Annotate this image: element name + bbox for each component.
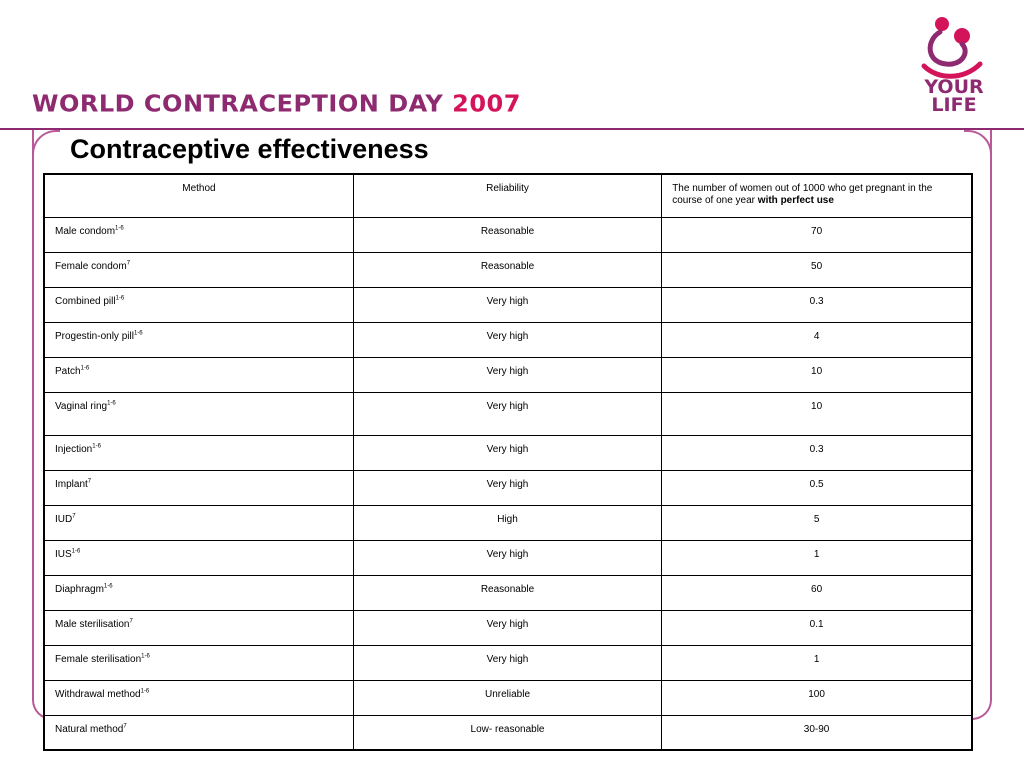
method-name: Implant (55, 478, 88, 490)
pregnancies-cell: 30-90 (662, 715, 972, 750)
table-row (44, 435, 972, 470)
pregnancies-cell: 60 (662, 575, 972, 610)
reliability-cell: Very high (353, 610, 661, 645)
effectiveness-table (43, 173, 973, 751)
table-header-row (44, 174, 972, 217)
reliability-cell: Reasonable (353, 252, 661, 287)
table-row (44, 645, 972, 680)
reliability-cell: Very high (353, 392, 661, 435)
method-cell (44, 645, 353, 680)
method-name: Patch (55, 365, 81, 377)
reference-number: 7 (87, 478, 92, 485)
reference-number: 1-6 (140, 688, 150, 695)
method-cell (44, 680, 353, 715)
pregnancies-cell: 100 (662, 680, 972, 715)
method-name: Natural method (55, 723, 124, 735)
table-row (44, 610, 972, 645)
reference-number: 1-6 (80, 365, 90, 372)
table-row (44, 322, 972, 357)
table-row (44, 540, 972, 575)
table-row (44, 505, 972, 540)
method-name: IUS (55, 548, 72, 560)
method-cell (44, 252, 353, 287)
method-name: Diaphragm (55, 583, 104, 595)
header-pregnancies (662, 174, 972, 217)
method-cell (44, 392, 353, 435)
pregnancies-cell: 1 (662, 645, 972, 680)
reliability-cell: Reasonable (353, 217, 661, 252)
reference-number: 1-6 (141, 653, 150, 660)
header-pregnancies-emphasis: with perfect use (757, 195, 834, 206)
table-row (44, 287, 972, 322)
method-name: Vaginal ring (55, 400, 108, 412)
logo-line-2: LIFE (931, 94, 977, 116)
table-row (44, 217, 972, 252)
method-cell (44, 575, 353, 610)
method-cell (44, 505, 353, 540)
method-name: IUD (55, 513, 73, 525)
method-cell (44, 287, 353, 322)
reliability-cell: High (353, 505, 661, 540)
reference-number: 1-6 (133, 330, 143, 337)
banner-year: 2007 (452, 90, 521, 118)
banner-text: WORLD CONTRACEPTION DAY (32, 90, 453, 118)
header-pregnancies-text: The number of women out of 1000 who get pregnant in the course of one year (672, 183, 933, 206)
method-cell (44, 610, 353, 645)
pregnancies-cell: 0.3 (662, 287, 972, 322)
reliability-cell: Unreliable (353, 680, 661, 715)
reference-number: 1-6 (115, 295, 125, 302)
reference-number: 1-6 (92, 443, 101, 450)
reliability-cell: Very high (353, 540, 661, 575)
reliability-cell: Low- reasonable (353, 715, 661, 750)
pregnancies-cell: 1 (662, 540, 972, 575)
pregnancies-cell: 0.3 (662, 435, 972, 470)
method-cell (44, 435, 353, 470)
pregnancies-cell: 10 (662, 357, 972, 392)
reliability-cell: Very high (353, 287, 661, 322)
pregnancies-cell: 0.5 (662, 470, 972, 505)
pregnancies-cell: 0.1 (662, 610, 972, 645)
reference-number: 7 (126, 260, 131, 267)
pregnancies-cell: 70 (662, 217, 972, 252)
method-cell (44, 470, 353, 505)
table-row (44, 252, 972, 287)
method-name: Male condom (55, 225, 116, 237)
table-row (44, 680, 972, 715)
method-name: Withdrawal method (55, 688, 141, 700)
reliability-cell: Reasonable (353, 575, 661, 610)
method-name: Female condom (55, 260, 127, 272)
method-name: Progestin-only pill (55, 330, 134, 342)
reference-number: 1-6 (115, 225, 124, 232)
page-title: Contraceptive effectiveness (70, 134, 429, 164)
method-cell (44, 217, 353, 252)
event-banner (32, 91, 521, 118)
reliability-cell: Very high (353, 470, 661, 505)
method-cell (44, 715, 353, 750)
table-row (44, 470, 972, 505)
method-cell (44, 357, 353, 392)
logo-line-1: YOUR (924, 76, 984, 98)
method-name: Injection (55, 443, 93, 455)
reference-number: 1-6 (71, 548, 81, 555)
header-method: Method (44, 174, 353, 217)
method-cell (44, 540, 353, 575)
reliability-cell: Very high (353, 645, 661, 680)
reference-number: 1-6 (107, 400, 116, 407)
reliability-cell: Very high (353, 357, 661, 392)
pregnancies-cell: 5 (662, 505, 972, 540)
method-name: Combined pill (55, 295, 116, 307)
table-row (44, 575, 972, 610)
reference-number: 1-6 (103, 583, 113, 590)
reliability-cell: Very high (353, 322, 661, 357)
reliability-cell: Very high (353, 435, 661, 470)
table-row (44, 392, 972, 435)
pregnancies-cell: 50 (662, 252, 972, 287)
logo-wordmark (924, 78, 984, 114)
pregnancies-cell: 4 (662, 322, 972, 357)
table-row (44, 357, 972, 392)
method-name: Female sterilisation (55, 653, 142, 665)
reference-number: 7 (129, 618, 133, 625)
method-cell (44, 322, 353, 357)
pregnancies-cell: 10 (662, 392, 972, 435)
reference-number: 7 (123, 723, 127, 730)
reference-number: 7 (72, 513, 76, 520)
table-row (44, 715, 972, 750)
method-name: Male sterilisation (55, 618, 130, 630)
header-reliability: Reliability (353, 174, 661, 217)
